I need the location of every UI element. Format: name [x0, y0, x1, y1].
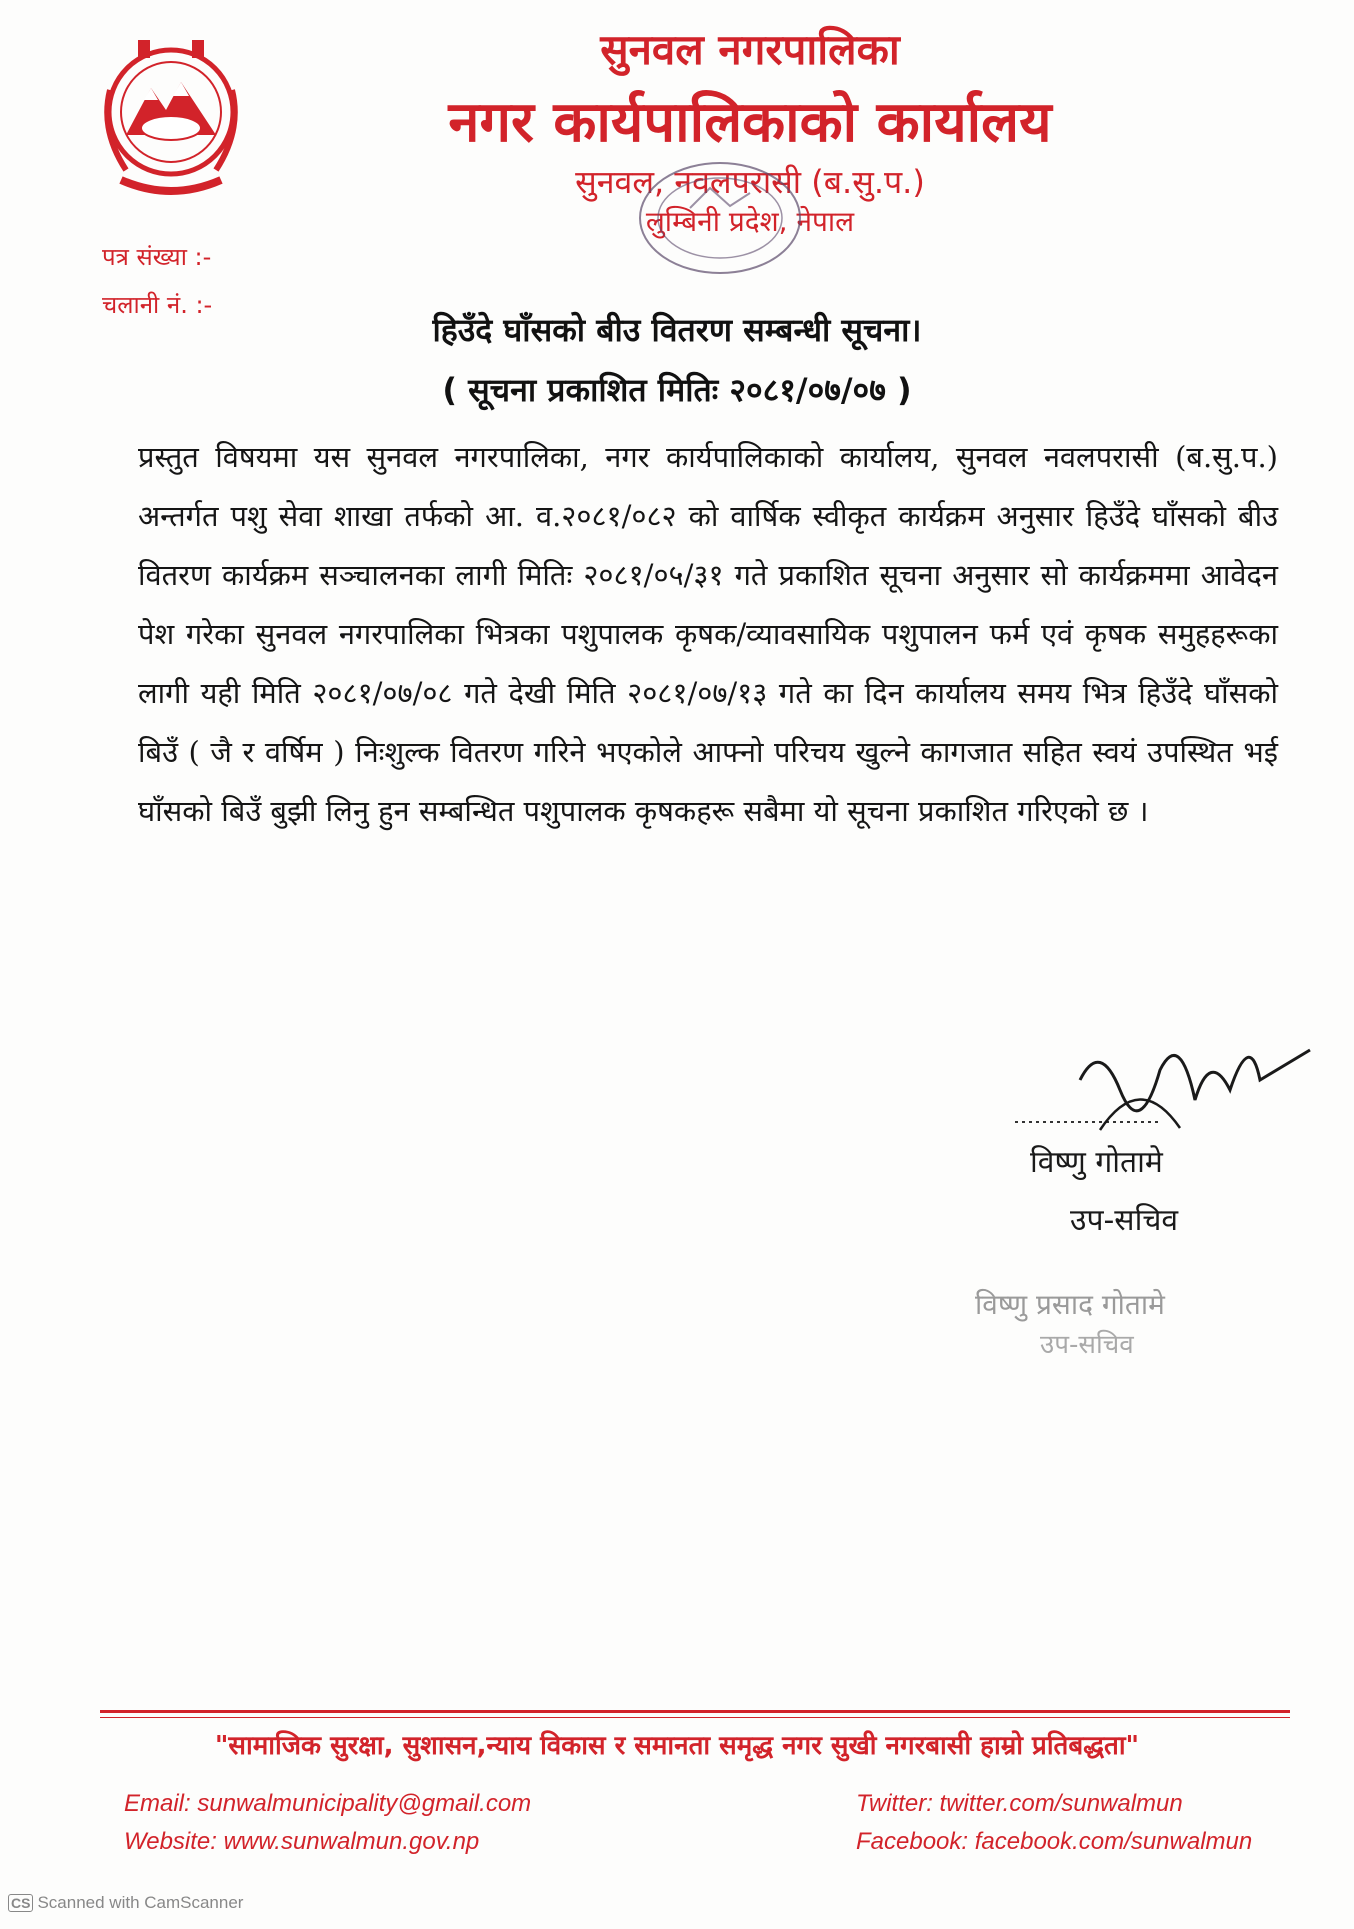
- seal-name: विष्णु प्रसाद गोतामे: [975, 1288, 1165, 1321]
- notice-title: हिउँदे घाँसको बीउ वितरण सम्बन्धी सूचना।: [432, 311, 922, 349]
- footer-rule-thin: [100, 1717, 1290, 1718]
- camscanner-logo-icon: CS: [8, 1894, 33, 1912]
- office-name: नगर कार्यपालिकाको कार्यालय: [448, 90, 1052, 155]
- scanner-watermark: [8, 1893, 243, 1913]
- signatory-designation: उप-सचिव: [1070, 1203, 1179, 1238]
- handwritten-signature-icon: [1010, 1010, 1320, 1160]
- footer-motto: "सामाजिक सुरक्षा, सुशासन,न्याय विकास र समानता समृद्ध नगर सुखी नगरबासी हाम्रो प्रतिबद्धता": [214, 1731, 1140, 1761]
- seal-designation: उप-सचिव: [1040, 1330, 1134, 1360]
- letter-number-label: पत्र संख्या :-: [102, 243, 212, 271]
- municipality-round-stamp-icon: [620, 148, 820, 288]
- footer-rule: [100, 1710, 1290, 1713]
- contact-website: Website: www.sunwalmun.gov.np: [124, 1828, 480, 1855]
- office-address: सुनवल, नवलपरासी (ब.सु.प.): [575, 163, 925, 201]
- office-province: लुम्बिनी प्रदेश, नेपाल: [645, 205, 855, 238]
- signatory-name: विष्णु गोतामे: [1030, 1145, 1163, 1180]
- contact-facebook: Facebook: facebook.com/sunwalmun: [856, 1828, 1253, 1855]
- municipality-name: सुनवल नगरपालिका: [600, 25, 900, 74]
- contact-twitter: Twitter: twitter.com/sunwalmun: [856, 1790, 1183, 1817]
- nepal-government-emblem-icon: [96, 30, 246, 210]
- notice-published-date: ( सूचना प्रकाशित मितिः २०८१/०७/०७ ): [442, 371, 912, 409]
- notice-body: प्रस्तुत विषयमा यस सुनवल नगरपालिका, नगर कार्यपालिकाको कार्यालय, सुनवल नवलपरासी (ब.सु.प.) अन्तर्गत पशु सेवा शाखा तर्फको आ. व.२०८१/०८२ को वार्षिक स्वीकृत कार्यक्रम अनुसार हिउँदे घाँसको बीउ वितरण कार्यक्रम सञ्चालनका लागी मितिः २०८१/०५/३१ गते प्रकाशित सूचना अनुसार सो कार्यक्रममा आवेदन पेश गरेका सुनवल नगरपालिका भित्रका पशुपालक कृषक/व्यावसायिक पशुपालन फर्म एवं कृषक समुहहरूका लागी यही मिति २०८१/०७/०८ गते देखी मिति २०८१/०७/१३ गते का दिन कार्यालय समय भित्र हिउँदे घाँसको बिउँ ( जै र वर्षिम ) निःशुल्क वितरण गरिने भएकोले आफ्नो परिचय खुल्ने कागजात सहित स्वयं उपस्थित भई घाँसको बिउँ बुझी लिनु हुन सम्बन्धित पशुपालक कृषकहरू सबैमा यो सूचना प्रकाशित गरिएको छ ।: [138, 440, 1278, 828]
- contact-email: Email: sunwalmunicipality@gmail.com: [124, 1790, 532, 1817]
- dispatch-number-label: चलानी नं. :-: [102, 291, 213, 319]
- scanner-text: Scanned with CamScanner: [37, 1893, 244, 1912]
